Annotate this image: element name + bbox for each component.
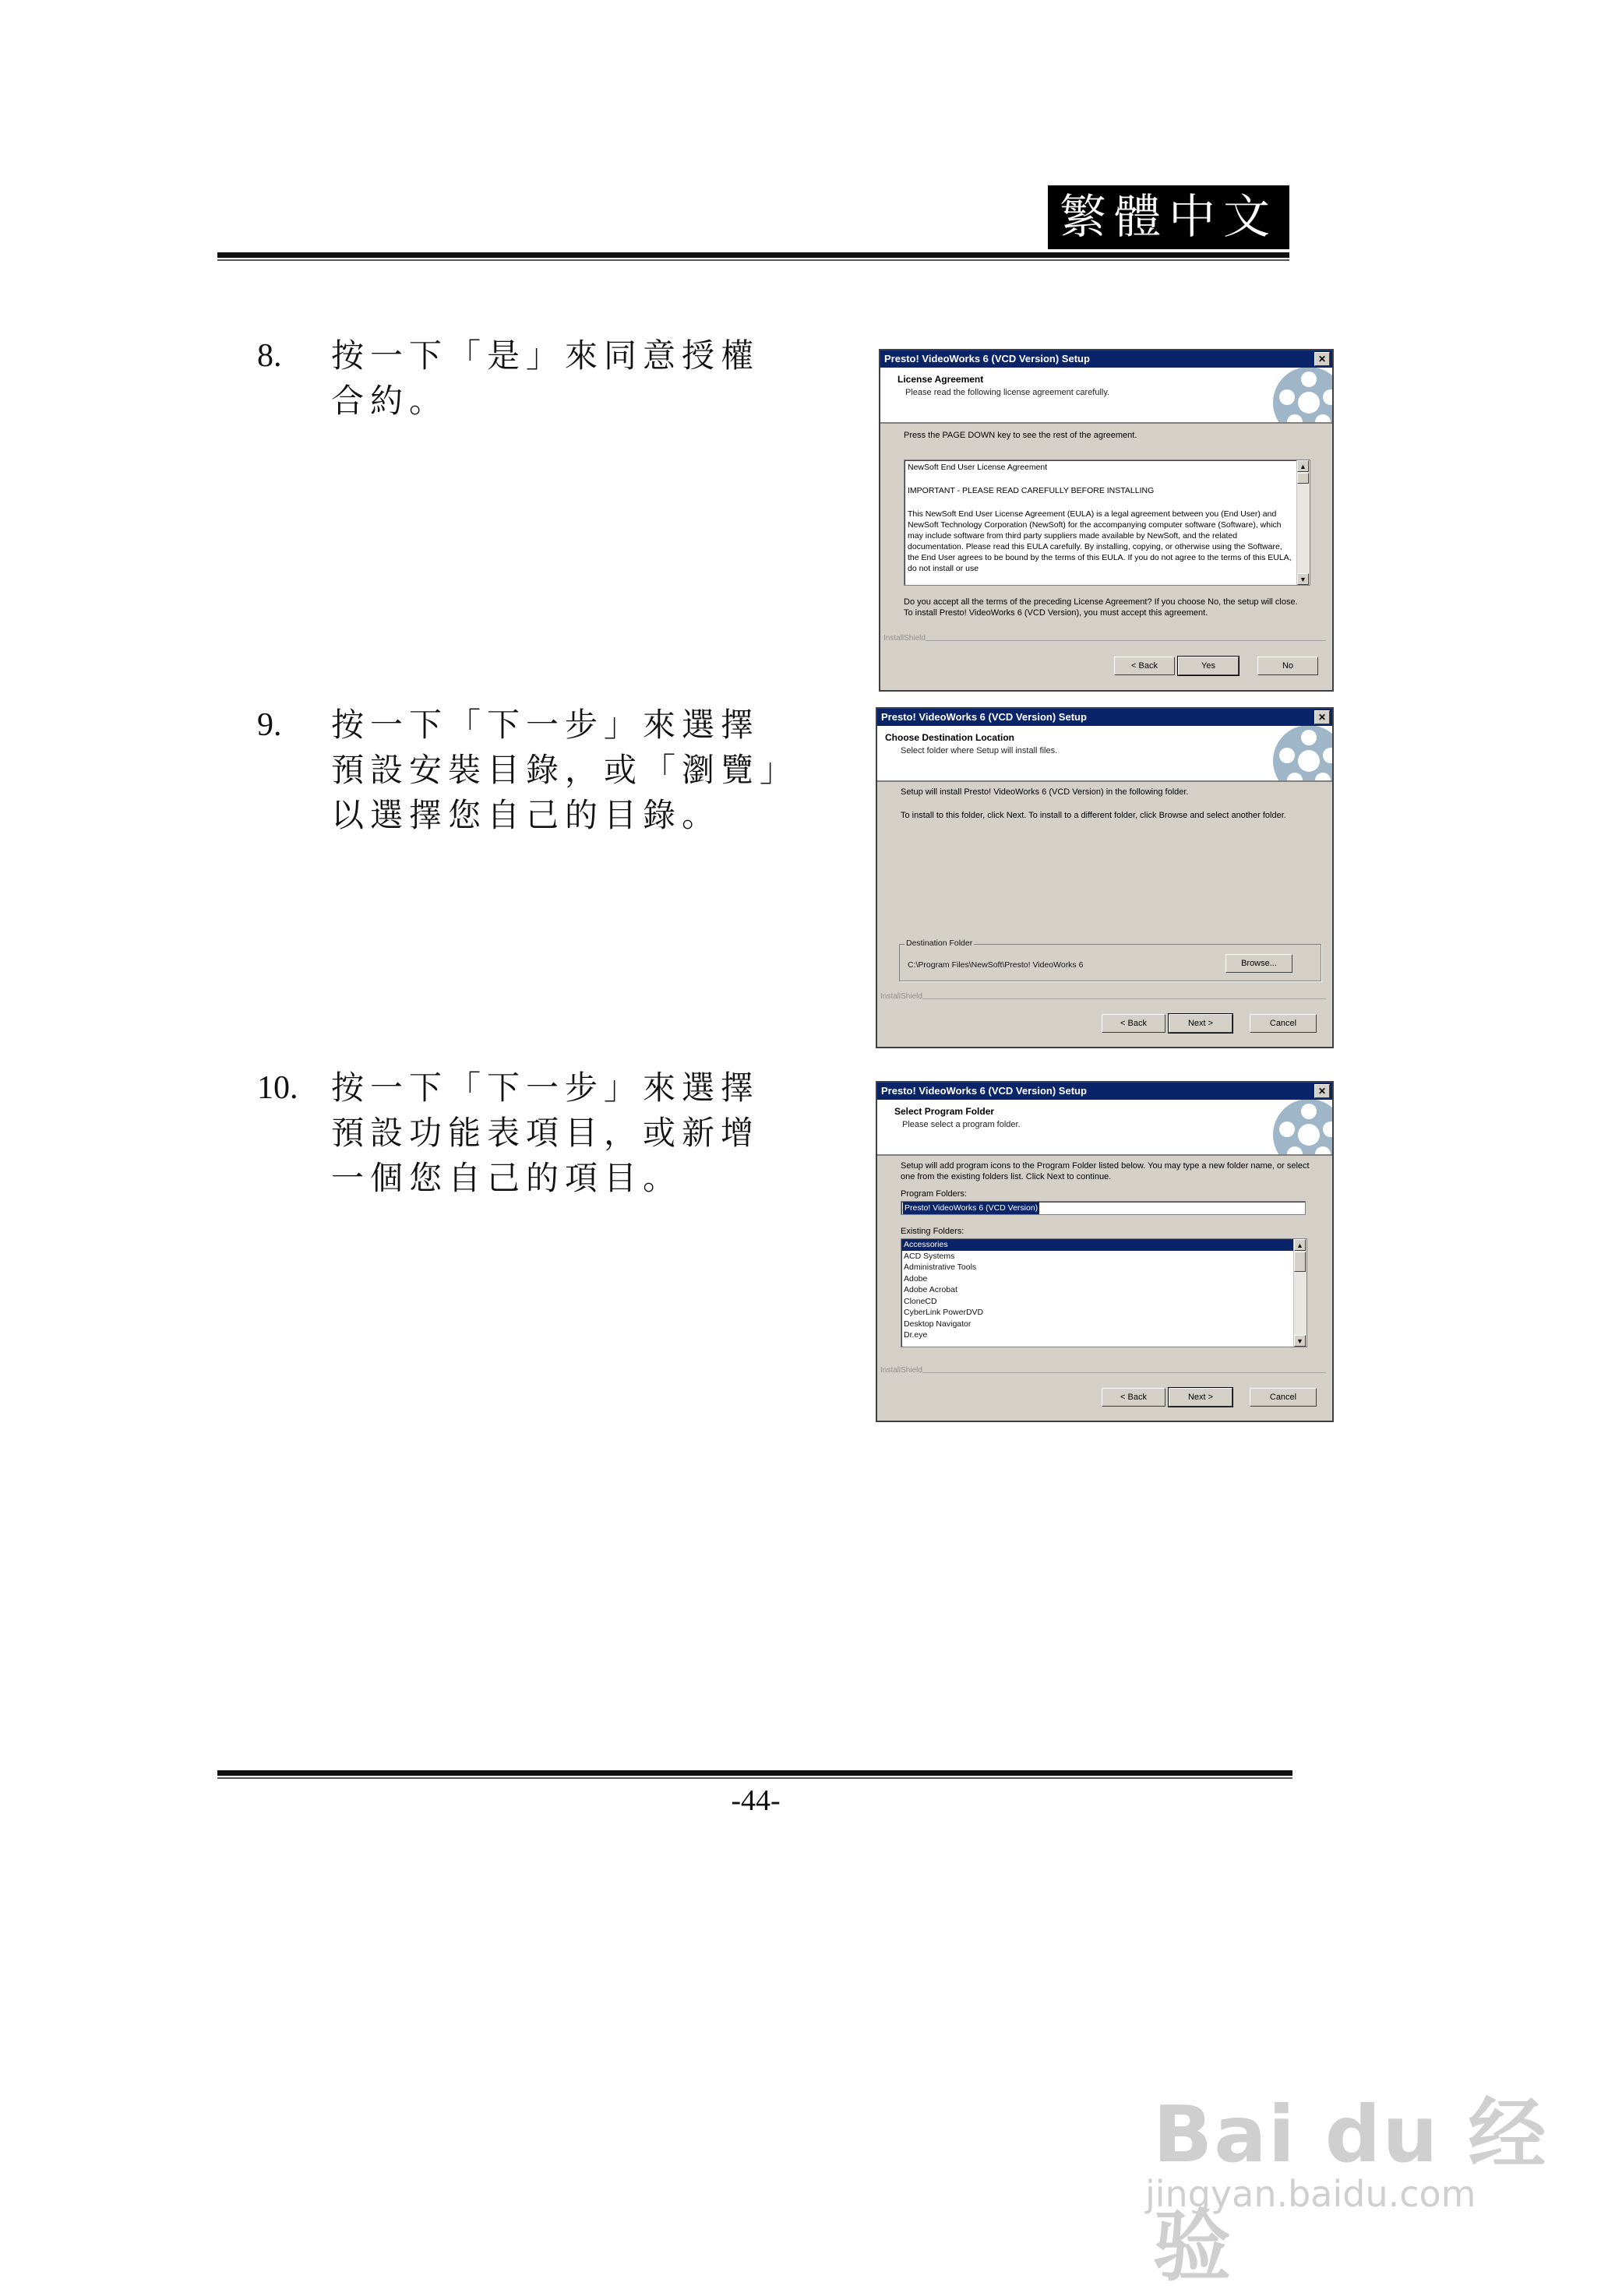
header-rule (217, 252, 1289, 258)
license-line: This NewSoft End User License Agreement (EULA) is a legal agreement between you (End User) and NewSoft Technology Corporation (NewSoft) for the accompanying computer software (Software), which may include software from third party suppliers made available by NewSoft, and the related documentation. Please read this EULA carefully. By installing, copying, or otherwise using the Software, the End User agrees to be bound by the terms of this EULA. If you do not agree to the terms of this EULA, do not install or use (908, 509, 1292, 573)
film-reel-icon (1262, 1100, 1332, 1156)
next-button[interactable]: Next > (1169, 1388, 1232, 1407)
destination-group (899, 938, 1321, 981)
language-tab: 繁體中文 (1048, 185, 1289, 249)
cancel-button[interactable]: Cancel (1250, 1388, 1317, 1407)
dialog-title: Presto! VideoWorks 6 (VCD Version) Setup (881, 1085, 1087, 1097)
back-button[interactable]: < Back (1114, 657, 1175, 675)
list-item[interactable]: Administrative Tools (904, 1262, 977, 1272)
step-text: 按一下「下一步」來選擇預設功能表項目，或新增一個您自己的項目。 (331, 1069, 760, 1197)
dialog-banner (877, 1100, 1332, 1156)
scroll-up-icon[interactable]: ▲ (1297, 460, 1309, 472)
scroll-up-icon[interactable]: ▲ (1294, 1239, 1306, 1251)
film-reel-icon (1262, 726, 1332, 782)
list-item[interactable]: Adobe (904, 1273, 928, 1284)
dialog-title: Presto! VideoWorks 6 (VCD Version) Setup (884, 353, 1090, 364)
dialog-titlebar (877, 1083, 1332, 1100)
dialog-titlebar (877, 709, 1332, 726)
next-button[interactable]: Next > (1169, 1014, 1232, 1033)
list-item[interactable]: Accessories (901, 1239, 1294, 1251)
installshield-label: InstallShield (880, 1366, 922, 1375)
question-text: Do you accept all the terms of the preceding License Agreement? If you choose No, the setup will close. To install Presto! VideoWorks 6 (VCD Version), you must accept this agreement. (904, 597, 1298, 618)
info-text: Setup will add program icons to the Program Folder listed below. You may type a new folder name, or select one from the existing folders list. Click Next to continue. (901, 1161, 1310, 1181)
page-number: -44- (731, 1784, 781, 1817)
dialog-banner (880, 368, 1332, 424)
list-item[interactable]: ACD Systems (904, 1251, 955, 1261)
step-number: 9. (257, 707, 282, 743)
program-folder-value: Presto! VideoWorks 6 (VCD Version) (905, 1203, 1038, 1213)
scroll-down-icon[interactable]: ▼ (1294, 1335, 1306, 1347)
dialog-titlebar (880, 350, 1332, 368)
close-icon[interactable]: ✕ (1314, 352, 1330, 366)
scrollbar[interactable] (1296, 460, 1310, 585)
dialog-subheading: Please select a program folder. (902, 1120, 1021, 1129)
dialog-heading: Choose Destination Location (885, 732, 1015, 743)
cancel-button[interactable]: Cancel (1250, 1014, 1317, 1033)
back-button[interactable]: < Back (1102, 1388, 1165, 1407)
installshield-label: InstallShield (880, 992, 922, 1001)
program-folder-input[interactable] (901, 1201, 1306, 1215)
list-item[interactable]: Desktop Navigator (904, 1319, 972, 1329)
yes-button[interactable]: Yes (1178, 657, 1239, 675)
step-text: 按一下「是」來同意授權合約。 (331, 336, 760, 420)
step-text: 按一下「下一步」來選擇預設安裝目錄，或「瀏覽」以選擇您自己的目錄。 (331, 706, 783, 834)
back-button[interactable]: < Back (1102, 1014, 1165, 1033)
dialog-heading: License Agreement (897, 374, 984, 385)
dialog-subheading: Please read the following license agreement carefully. (905, 388, 1110, 397)
step-number: 8. (257, 338, 282, 374)
program-folders-label: Program Folders: (901, 1189, 967, 1199)
header-rule-thin (217, 259, 1289, 261)
license-line: IMPORTANT - PLEASE READ CAREFULLY BEFORE INSTALLING (908, 486, 1155, 495)
film-reel-icon (1262, 368, 1332, 424)
dialog-banner (877, 726, 1332, 782)
divider (922, 998, 1326, 999)
folder-path: C:\Program Files\NewSoft\Presto! VideoWorks 6 (908, 960, 1084, 970)
dialog-subheading: Select folder where Setup will install files. (901, 746, 1058, 755)
scrollbar[interactable] (1293, 1239, 1306, 1347)
list-item[interactable]: CyberLink PowerDVD (904, 1308, 984, 1317)
step-number: 10. (257, 1070, 298, 1106)
list-item[interactable]: Adobe Acrobat (904, 1285, 957, 1294)
divider (926, 640, 1326, 641)
group-label: Destination Folder (906, 938, 973, 948)
scroll-thumb[interactable] (1297, 473, 1309, 484)
close-icon[interactable]: ✕ (1314, 710, 1330, 724)
instruction-text: Press the PAGE DOWN key to see the rest of the agreement. (904, 431, 1137, 440)
license-textbox[interactable] (904, 460, 1310, 586)
no-button[interactable]: No (1257, 657, 1318, 675)
scroll-thumb[interactable] (1294, 1252, 1306, 1272)
existing-folders-list[interactable] (901, 1238, 1307, 1347)
list-item[interactable]: Dr.eye (904, 1330, 928, 1340)
dialog-heading: Select Program Folder (894, 1106, 995, 1117)
existing-folders-label: Existing Folders: (901, 1227, 964, 1236)
dialog-title: Presto! VideoWorks 6 (VCD Version) Setup (881, 711, 1087, 723)
installshield-label: InstallShield (883, 634, 926, 643)
watermark-url: jingyan.baidu.com (1145, 2173, 1476, 2215)
program-folder-dialog (876, 1081, 1334, 1422)
divider (922, 1372, 1326, 1373)
browse-button[interactable]: Browse... (1225, 954, 1292, 973)
list-item[interactable]: CloneCD (904, 1296, 937, 1306)
info-text: To install to this folder, click Next. To install to a different folder, click Browse and select another folder. (901, 811, 1286, 820)
destination-dialog (876, 707, 1334, 1048)
license-line: NewSoft End User License Agreement (908, 463, 1048, 472)
watermark-brand: Bai du 经验 (1153, 2089, 1548, 2292)
footer-rule (217, 1770, 1292, 1776)
close-icon[interactable]: ✕ (1314, 1084, 1330, 1098)
scroll-down-icon[interactable]: ▼ (1297, 573, 1309, 585)
footer-rule-thin (217, 1777, 1292, 1779)
info-text: Setup will install Presto! VideoWorks 6 (VCD Version) in the following folder. (901, 787, 1189, 797)
license-dialog (879, 349, 1334, 692)
